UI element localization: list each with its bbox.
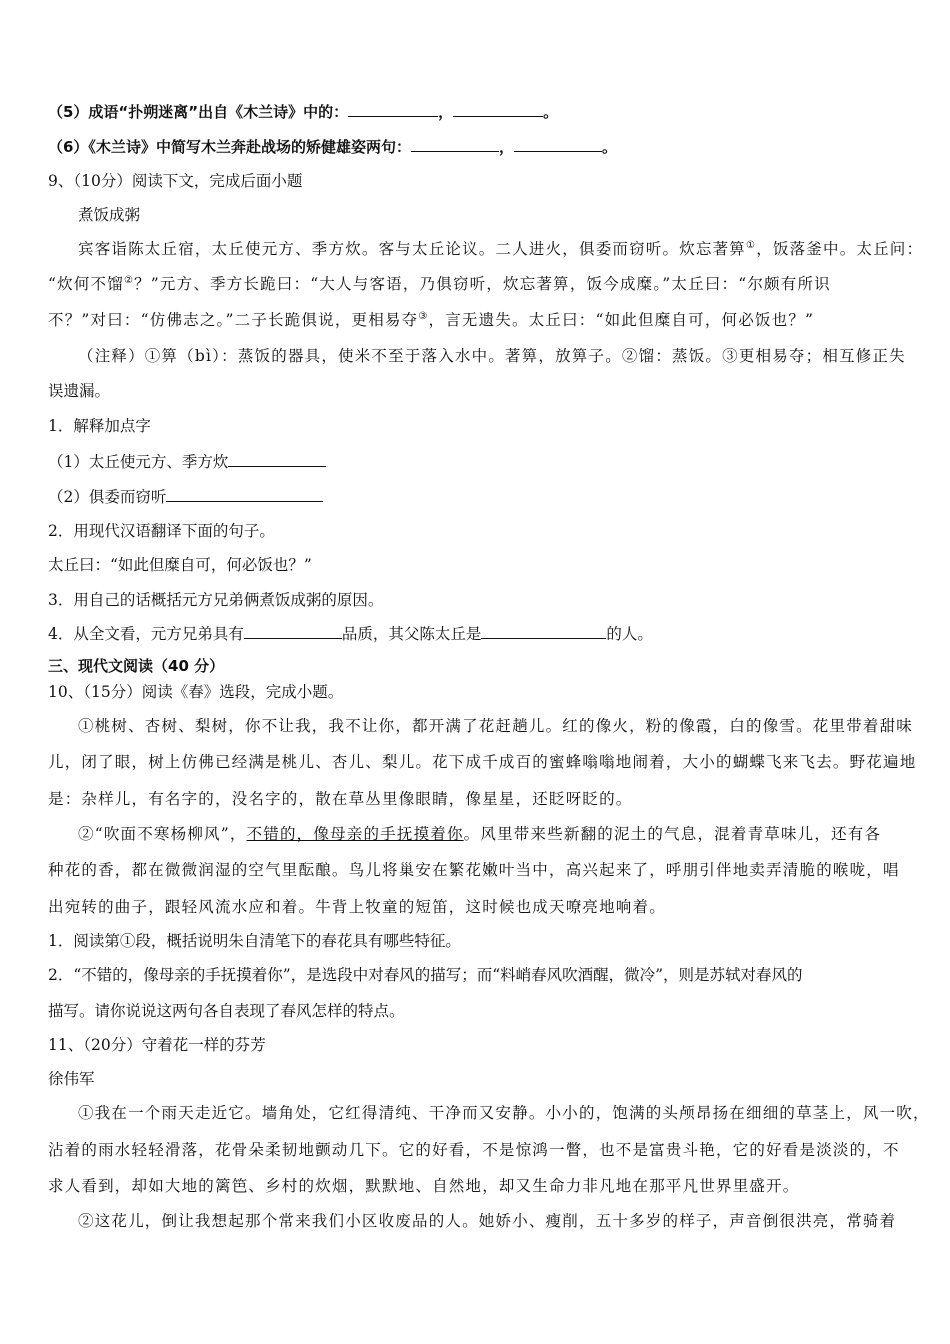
answer-blank[interactable] (411, 137, 499, 152)
answer-blank[interactable] (244, 624, 342, 639)
passage-line: ②“吹面不寒杨柳风”，不错的，像母亲的手抚摸着你。风里带来些新翻的泥土的气息，混着青草味儿，还有各 (78, 825, 882, 843)
answer-blank[interactable] (166, 487, 323, 502)
passage-line: 种花的香，都在微微润湿的空气里酝酿。鸟儿将巢安在繁花嫩叶当中，高兴起来了，呼朋引伴地卖弄清脆的喉咙，唱 (48, 861, 900, 879)
passage-line: “炊何不馏②？”元方、季方长跪曰：“大人与客语，乃俱窃听，炊忘著箅，饭今成糜。”太丘曰：“尔颇有所识 (48, 274, 831, 293)
sub-question-2-cont: 描写。请你说说这两句各自表现了春风怎样的特点。 (48, 1002, 405, 1020)
sub-question-4: 4．从全文看，元方兄弟具有 品质，其父陈太丘是 的人。 (48, 625, 653, 643)
question-11-header: 11、（20分）守着花一样的芬芳 (48, 1036, 266, 1054)
passage-line: 求人看到，却如大地的篱笆、乡村的炊烟，默默地、自然地，却又生命力非凡地在那平凡世界里盛开。 (48, 1177, 800, 1195)
passage-line: ①桃树、杏树、梨树，你不让我，我不让你，都开满了花赶趟儿。红的像火，粉的像霞，白的像雪。花里带着甜味 (78, 717, 914, 735)
passage-line: 出宛转的曲子，跟轻风流水应和着。牛背上牧童的短笛，这时候也成天嘹亮地响着。 (48, 898, 666, 916)
answer-blank[interactable] (514, 137, 602, 152)
annotation-line: 误遗漏。 (48, 382, 111, 400)
answer-blank[interactable] (453, 102, 543, 117)
annotation-line: （注释）①箅（bì）：蒸饭的器具，使米不至于落入水中。著箅，放箅子。②馏：蒸饭。③更相易夺；相互修正失 (78, 347, 906, 365)
passage-line: 不？”对曰：“仿佛志之。”二子长跪俱说，更相易夺③，言无遗失。太丘曰：“如此但糜自可，何必饭也？” (48, 310, 815, 329)
sub-question-1a: （1）太丘使元方、季方炊 (48, 452, 910, 472)
author-name: 徐伟军 (48, 1070, 95, 1088)
passage-line: ②这花儿，倒让我想起那个常来我们小区收废品的人。她娇小、瘦削，五十多岁的样子，声音倒很洪亮，常骑着 (78, 1212, 897, 1230)
passage-line: ①我在一个雨天走近它。墙角处，它红得清纯、干净而又安静。小小的，饱满的头颅昂扬在细细的草茎上，风一吹， (78, 1104, 930, 1122)
question-5: （5）成语“扑朔迷离”出自《木兰诗》中的： ， 。 (48, 103, 559, 121)
sub-question-2: 2．用现代汉语翻译下面的句子。 (48, 522, 275, 540)
sub-question-2: 2．“不错的，像母亲的手抚摸着你”，是选段中对春风的描写；而“料峭春风吹酒醒，微冷”，则是苏轼对春风的 (48, 966, 803, 984)
sub-question-3: 3．用自己的话概括元方兄弟俩煮饭成粥的原因。 (48, 591, 384, 609)
answer-blank[interactable] (481, 624, 606, 639)
question-6: （6）《木兰诗》中简写木兰奔赴战场的矫健雄姿两句： ， 。 (48, 138, 617, 156)
underlined-sentence: 不错的，像母亲的手抚摸着你 (246, 825, 464, 843)
sub-question-1: 1．阅读第①段，概括说明朱自清笔下的春花具有哪些特征。 (48, 932, 461, 950)
sub-question-1b: （2）俱委而窃听 (48, 487, 910, 507)
passage-title: 煮饭成粥 (78, 206, 141, 224)
passage-line: 沾着的雨水轻轻滑落，花骨朵柔韧地颤动几下。它的好看，不是惊鸿一瞥，也不是富贵斗艳，它的好看是淡淡的，不 (48, 1141, 900, 1159)
passage-line: 宾客诣陈太丘宿，太丘使元方、季方炊。客与太丘论议。二人进火，俱委而窃听。炊忘著箅①，饭落釜中。太丘问： (78, 239, 924, 258)
question-9-header: 9、（10分）阅读下文，完成后面小题 (48, 172, 303, 190)
section-heading: 三、现代文阅读（40 分） (48, 657, 225, 675)
sub-question-1: 1．解释加点字 (48, 417, 151, 435)
passage-line: 是：杂样儿，有名字的，没名字的，散在草丛里像眼睛，像星星，还眨呀眨的。 (48, 790, 633, 808)
sub-question-2-sentence: 太丘曰：“如此但糜自可，何必饭也？” (48, 556, 312, 574)
passage-line: 儿，闭了眼，树上仿佛已经满是桃儿、杏儿、梨儿。花下成千成百的蜜蜂嗡嗡地闹着，大小的蝴蝶飞来飞去。野花遍地 (48, 753, 917, 771)
answer-blank[interactable] (348, 102, 438, 117)
answer-blank[interactable] (228, 452, 326, 467)
question-10-header: 10、（15分）阅读《春》选段，完成小题。 (48, 683, 344, 701)
